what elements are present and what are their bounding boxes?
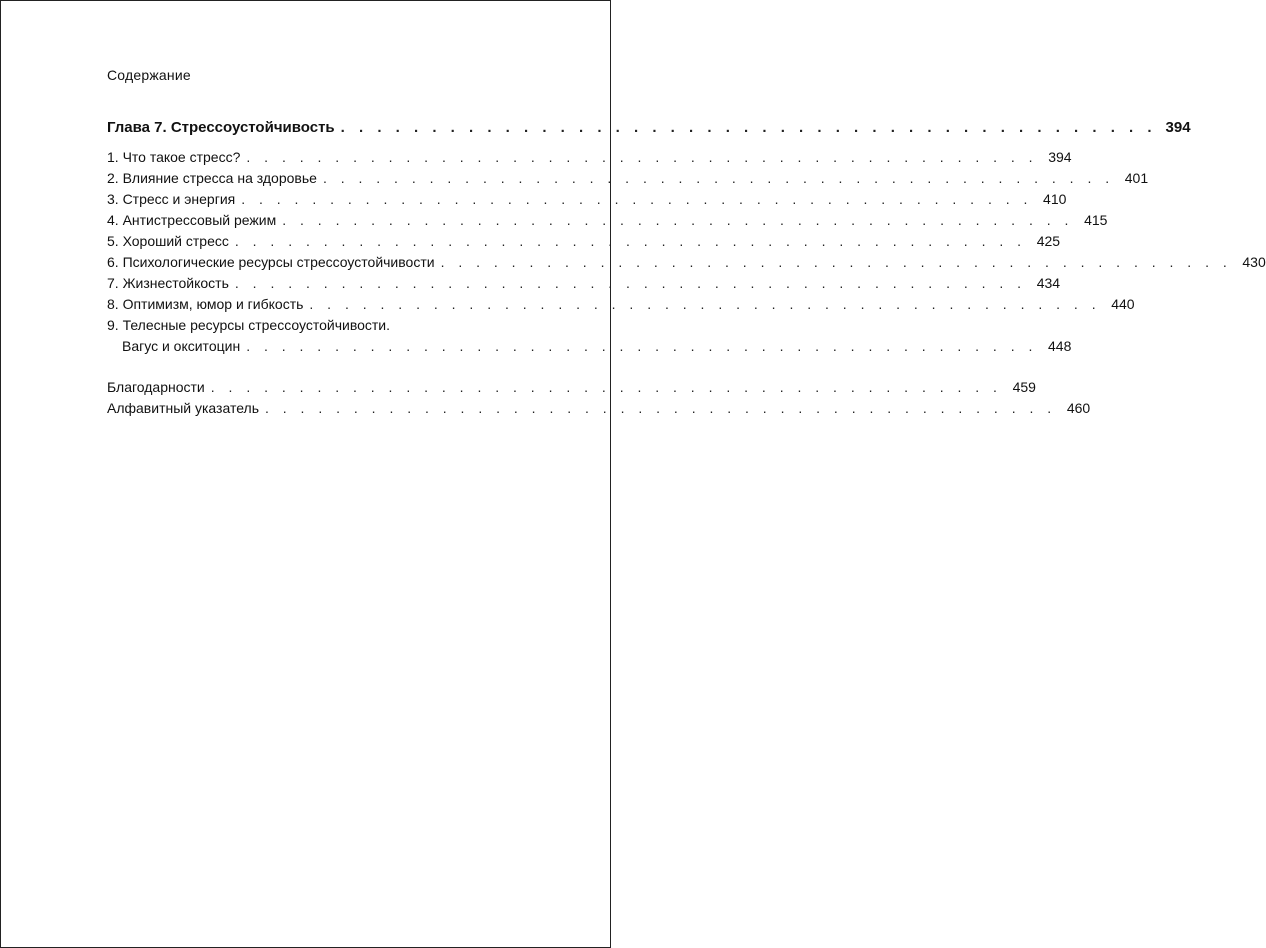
section-page-number: 410 xyxy=(1043,191,1067,207)
dot-leader: . . . . . . . . . . . . . . . . . . . . . . . . . . . . . . . . . . . . . . . . . . . . . xyxy=(282,212,1074,228)
toc-entry xyxy=(107,170,1149,191)
section-title: 1. Что такое стресс? xyxy=(107,149,241,165)
toc-entry xyxy=(107,296,1135,317)
backmatter-title: Алфавитный указатель xyxy=(107,400,259,416)
dot-leader: . . . . . . . . . . . . . . . . . . . . . . . . . . . . . . . . . . . . . . . . . . . . . xyxy=(264,400,1057,416)
section-page-number: 448 xyxy=(1048,338,1072,354)
section-page-number: 401 xyxy=(1124,170,1149,186)
dot-leader: . . . . . . . . . . . . . . . . . . . . . . . . . . . . . . . . . . . . . . . . . . . . . xyxy=(440,254,1232,270)
backmatter-entry xyxy=(107,400,1091,421)
section-title: 4. Антистрессовый режим xyxy=(107,212,277,228)
section-page-number: 434 xyxy=(1036,275,1061,291)
running-head: Содержание xyxy=(107,67,191,83)
chapter-title: Глава 7. Стрессоустойчивость xyxy=(107,119,335,136)
dot-leader: . . . . . . . . . . . . . . . . . . . . . . . . . . . . . . . . . . . . . . . . . . . . . xyxy=(340,119,1157,136)
chapter-page-number: 394 xyxy=(1165,119,1191,136)
section-page-number: 430 xyxy=(1242,254,1266,270)
section-title-line1: 9. Телесные ресурсы стрессоустойчивости. xyxy=(107,317,391,333)
dot-leader: . . . . . . . . . . . . . . . . . . . . . . . . . . . . . . . . . . . . . . . . . . . . . xyxy=(234,275,1027,291)
toc-entry xyxy=(107,275,1061,296)
dot-leader: . . . . . . . . . . . . . . . . . . . . . . . . . . . . . . . . . . . . . . . . . . . . . xyxy=(309,296,1101,312)
toc-entry xyxy=(107,212,1108,233)
backmatter-page-number: 459 xyxy=(1012,379,1036,395)
section-page-number: 394 xyxy=(1048,149,1072,165)
section-title: 2. Влияние стресса на здоровье xyxy=(107,170,317,186)
backmatter-entry xyxy=(107,379,1036,400)
dot-leader: . . . . . . . . . . . . . . . . . . . . . . . . . . . . . . . . . . . . . . . . . . . . . xyxy=(241,191,1033,207)
section-title-line2: Вагус и окситоцин xyxy=(122,338,241,354)
dot-leader: . . . . . . . . . . . . . . . . . . . . . . . . . . . . . . . . . . . . . . . . . . . . . xyxy=(246,149,1038,165)
dot-leader: . . . . . . . . . . . . . . . . . . . . . . . . . . . . . . . . . . . . . . . . . . . . . xyxy=(210,379,1002,395)
table-of-contents xyxy=(107,119,1266,421)
toc-entry xyxy=(107,149,1072,170)
chapter-entry xyxy=(107,119,1191,141)
section-page-number: 440 xyxy=(1111,296,1135,312)
dot-leader: . . . . . . . . . . . . . . . . . . . . . . . . . . . . . . . . . . . . . . . . . . . . . xyxy=(246,338,1038,354)
section-page-number: 425 xyxy=(1036,233,1061,249)
toc-entry xyxy=(107,338,1072,359)
section-title: 3. Стресс и энергия xyxy=(107,191,236,207)
spacer xyxy=(107,359,549,379)
dot-leader: . . . . . . . . . . . . . . . . . . . . . . . . . . . . . . . . . . . . . . . . . . . . . xyxy=(234,233,1027,249)
backmatter-title: Благодарности xyxy=(107,379,205,395)
section-title: 7. Жизнестойкость xyxy=(107,275,229,291)
section-title: 6. Психологические ресурсы стрессоустойчивости xyxy=(107,254,435,270)
toc-entry xyxy=(107,233,1061,254)
backmatter-page-number: 460 xyxy=(1066,400,1091,416)
section-page-number: 415 xyxy=(1084,212,1108,228)
dot-leader: . . . . . . . . . . . . . . . . . . . . . . . . . . . . . . . . . . . . . . . . . . . . . xyxy=(322,170,1115,186)
section-title: 5. Хороший стресс xyxy=(107,233,229,249)
section-title: 8. Оптимизм, юмор и гибкость xyxy=(107,296,304,312)
toc-entry xyxy=(107,191,1067,212)
toc-entry xyxy=(107,254,1266,275)
